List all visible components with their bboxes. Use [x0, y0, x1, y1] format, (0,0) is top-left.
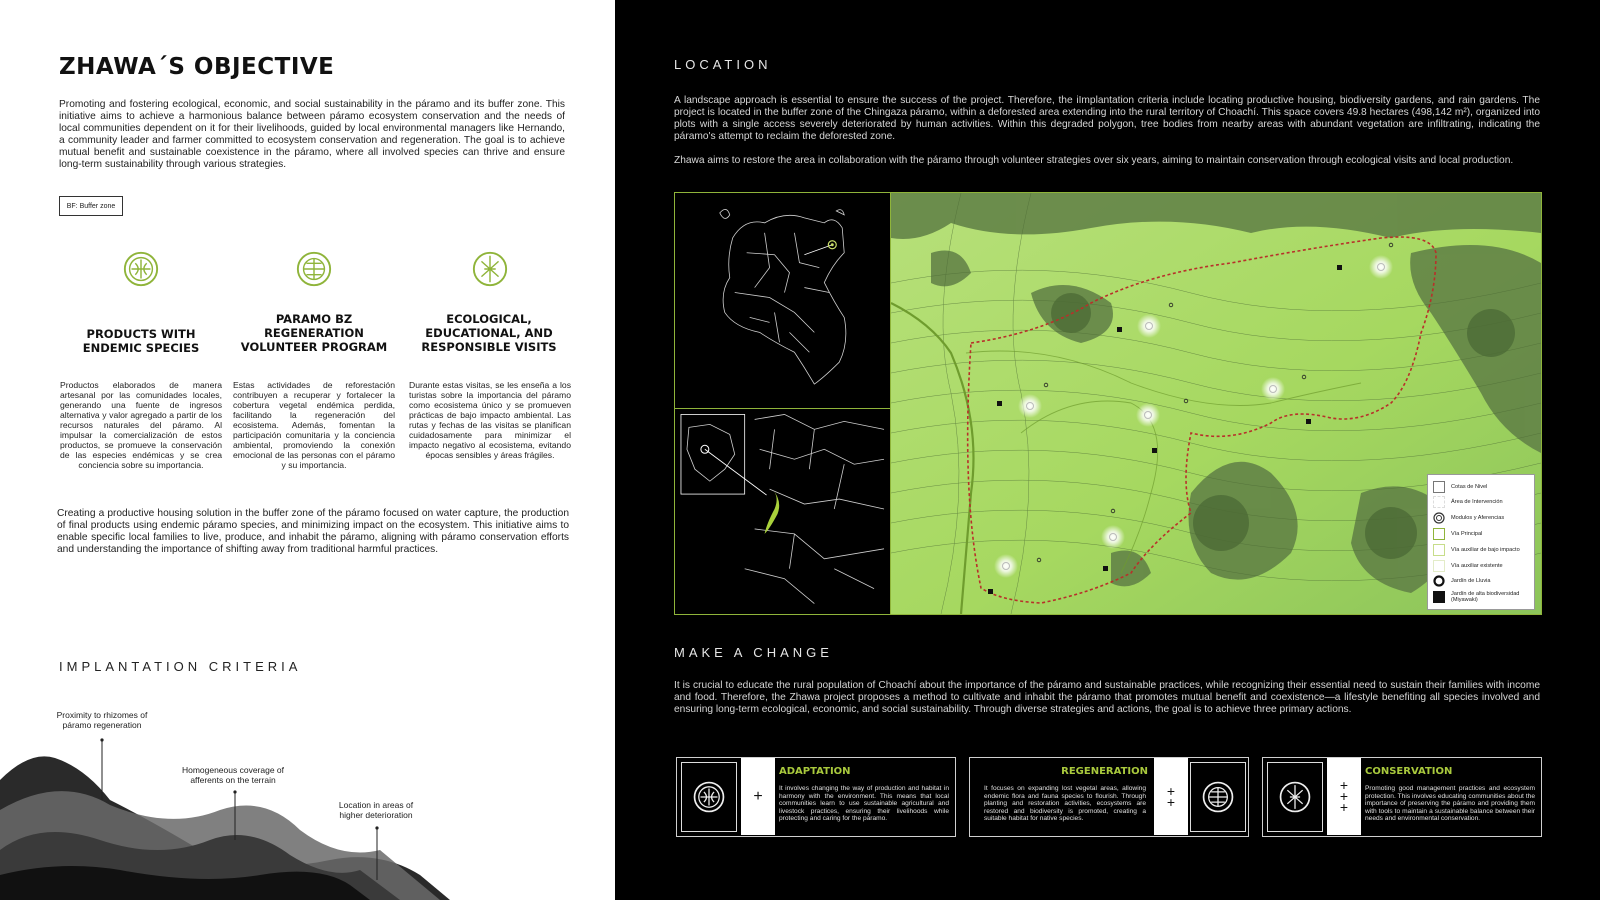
column-heading-regeneration: PARAMO BZ REGENERATION VOLUNTEER PROGRAM: [240, 312, 388, 354]
legend-row: [1433, 558, 1529, 574]
conservation-plus-strip: [1327, 758, 1361, 835]
adaptation-title: ADAPTATION: [779, 766, 851, 777]
intervention-area-swatch-icon: [1433, 496, 1445, 508]
legend-label: Modulos y Aferencias: [1451, 515, 1505, 522]
adaptation-plus-strip: +: [741, 758, 775, 835]
buffer-zone-tag: BF: Buffer zone: [59, 196, 123, 216]
legend-label: Jardín de Lluvia: [1451, 578, 1491, 585]
legend-label: Vía auxiliar de bajo impacto: [1451, 546, 1520, 553]
legend-label: Jardín de alta biodiversidad (Miyawaki): [1451, 591, 1520, 604]
make-a-change-title: MAKE A CHANGE: [674, 645, 833, 660]
legend-row: [1433, 589, 1529, 605]
regeneration-globe-icon: [295, 250, 333, 288]
location-goal-paragraph: Zhawa aims to restore the area in collaboration with the páramo through volunteer strategies over six years, aiming to maintain conservation through ecological visits and local production.: [674, 155, 1514, 166]
conservation-card: [1262, 757, 1542, 837]
location-paragraph: A landscape approach is essential to ensure the success of the project. Therefore, the iImplantation criteria include locating productive housing, biodiversity gardens, and rain gardens. The project is located in the buffer zone of the Chingaza páramo, within a deforested area extending into the rural territory of Choachí. This space covers 49.8 hectares (498,142 m²), organized into plots with a single access severely deteriorated by human activities. Within this degraded polygon, tree bodies from nearby areas with abundant vegetation are infiltrating, indicating the páramo's attempt to reclaim the deforested zone.: [674, 95, 1540, 142]
regeneration-icon-box: [1190, 762, 1246, 832]
column-heading-visits: ECOLOGICAL, EDUCATIONAL, AND RESPONSIBLE VISITS: [421, 312, 557, 354]
criteria-label-rhizomes: Proximity to rhizomes of páramo regeneration: [56, 710, 148, 730]
legend-row: [1433, 573, 1529, 589]
legend-row: [1433, 542, 1529, 558]
column-heading-products: PRODUCTS WITH ENDEMIC SPECIES: [82, 327, 200, 355]
compass-plant-icon: [471, 250, 509, 288]
low-impact-road-swatch-icon: [1433, 544, 1445, 556]
rain-garden-swatch-icon: [1433, 575, 1445, 587]
leaf-product-icon: [122, 250, 160, 288]
housing-paragraph: Creating a productive housing solution in the buffer zone of the páramo focused on water capture, the production of final products using endemic páramo species, and minimizing impact on the ecosystem. This initiative aims to enable specific local families to live, produce, and inhabit the páramo, aligning with páramo conservation efforts and understanding the importance of shifting away from traditional harmful practices.: [57, 508, 569, 555]
regeneration-plus-strip: [1154, 758, 1188, 835]
contour-swatch-icon: [1433, 481, 1445, 493]
regeneration-card: [969, 757, 1249, 837]
legend-row: [1433, 510, 1529, 526]
regeneration-plus: + +: [1166, 782, 1176, 810]
region-map: [675, 409, 891, 614]
regeneration-body: It focuses on expanding lost vegetal areas, allowing endemic flora and fauna species to flourish. Through planting and restoration activities, ecosystems are restored and biodiversity is promoted, creating a suitable habitat for native species.: [984, 785, 1146, 823]
legend-label: Vía Principal: [1451, 530, 1483, 537]
leaf-product-icon: [692, 780, 726, 814]
conservation-plus: + + +: [1339, 777, 1349, 815]
legend-label: Cotas de Nivel: [1451, 483, 1488, 490]
criteria-label-coverage: Homogeneous coverage of afferents on the terrain: [181, 765, 285, 785]
intro-paragraph: Promoting and fostering ecological, economic, and social sustainability in the páramo and its buffer zone. This initiative aims to achieve a harmonious balance between páramo ecosystem conservation and the needs of local communities dependent on it for their livelihoods, guided by local environmental managers like Hernando, a community leader and farmer committed to ecosystem conservation and regeneration. The goal is to achieve mutual benefit and sustainable coexistence in the páramo, where all involved species can thrive and ensure long-term sustainability through various strategies.: [59, 99, 565, 170]
adaptation-card: [676, 757, 956, 837]
objective-panel: [0, 0, 615, 900]
conservation-title: CONSERVATION: [1365, 766, 1453, 777]
adaptation-icon-box: [681, 762, 737, 832]
column-body-regeneration: Estas actividades de reforestación contribuyen a recuperar y fortalecer la cobertura vegetal endémica perdida, facilitando la regeneración del ecosistema. Además, fomentan la participación comunitaria y la conciencia ambiental, promoviendo la conexión emocional de las personas con el páramo y su importancia.: [233, 380, 395, 470]
legend-label: Área de Intervención: [1451, 499, 1503, 506]
adaptation-body: It involves changing the way of production and habitat in harmony with the environment. This means that local communities learn to use sustainable agricultural and livestock practices, ensuring their livelihoods while protecting and caring for the páramo.: [779, 785, 949, 823]
main-road-swatch-icon: [1433, 528, 1445, 540]
compass-plant-icon: [1278, 780, 1312, 814]
biodiversity-garden-swatch-icon: [1433, 591, 1445, 603]
map-legend: [1427, 474, 1535, 610]
conservation-icon-box: [1267, 762, 1323, 832]
conservation-body: Promoting good management practices and ecosystem protection. This involves educating communities about the importance of preserving the páramo and providing them with tools to maintain a sustainable balance between their needs and environmental conservation.: [1365, 785, 1535, 823]
legend-label: Vía auxiliar existente: [1451, 562, 1503, 569]
location-panel: [615, 0, 1600, 900]
legend-row: [1433, 494, 1529, 510]
implantation-criteria-title: IMPLANTATION CRITERIA: [59, 659, 302, 674]
legend-row: [1433, 479, 1529, 495]
page-title: ZHAWA´S OBJECTIVE: [59, 54, 335, 80]
make-a-change-paragraph: It is crucial to educate the rural population of Choachí about the importance of the páramo and sustainable practices, while recognizing their essential need to sustain their families with income and food. Therefore, the Zhawa project proposes a method to cultivate and inhabit the páramo that promotes mutual benefit and coexistence—a lifestyle benefiting all species involved and ensuring long-term ecological, economic, and social sustainability. Through diverse strategies and actions, the goal is to achieve three primary actions.: [674, 680, 1540, 715]
column-body-products: Productos elaborados de manera artesanal por las comunidades locales, generando una fuente de ingresos alternativa y valor agregado a partir de los recursos naturales del páramo. Al impulsar la comercialización de estos productos, se promueve la conservación de las especies endémicas y se crea conciencia sobre su importancia.: [60, 380, 222, 470]
mountain-silhouette-illustration: [0, 700, 615, 900]
regeneration-globe-icon: [1201, 780, 1235, 814]
colombia-map: [675, 193, 891, 409]
location-title: LOCATION: [674, 57, 772, 72]
column-body-visits: Durante estas visitas, se les enseña a los turistas sobre la importancia del páramo como ecosistema único y se promueven prácticas de bajo impacto ambiental. Las rutas y fechas de las visitas se planifican cuidadosamente para minimizar el impacto negativo al ecosistema, evitando épocas sensibles y áreas frágiles.: [409, 380, 571, 460]
legend-row: [1433, 526, 1529, 542]
criteria-label-deterioration: Location in areas of higher deterioration: [338, 800, 414, 820]
module-ring-swatch-icon: [1433, 512, 1445, 524]
existing-road-swatch-icon: [1433, 560, 1445, 572]
regeneration-title: REGENERATION: [1061, 766, 1148, 777]
site-map-panel: [674, 192, 1542, 615]
